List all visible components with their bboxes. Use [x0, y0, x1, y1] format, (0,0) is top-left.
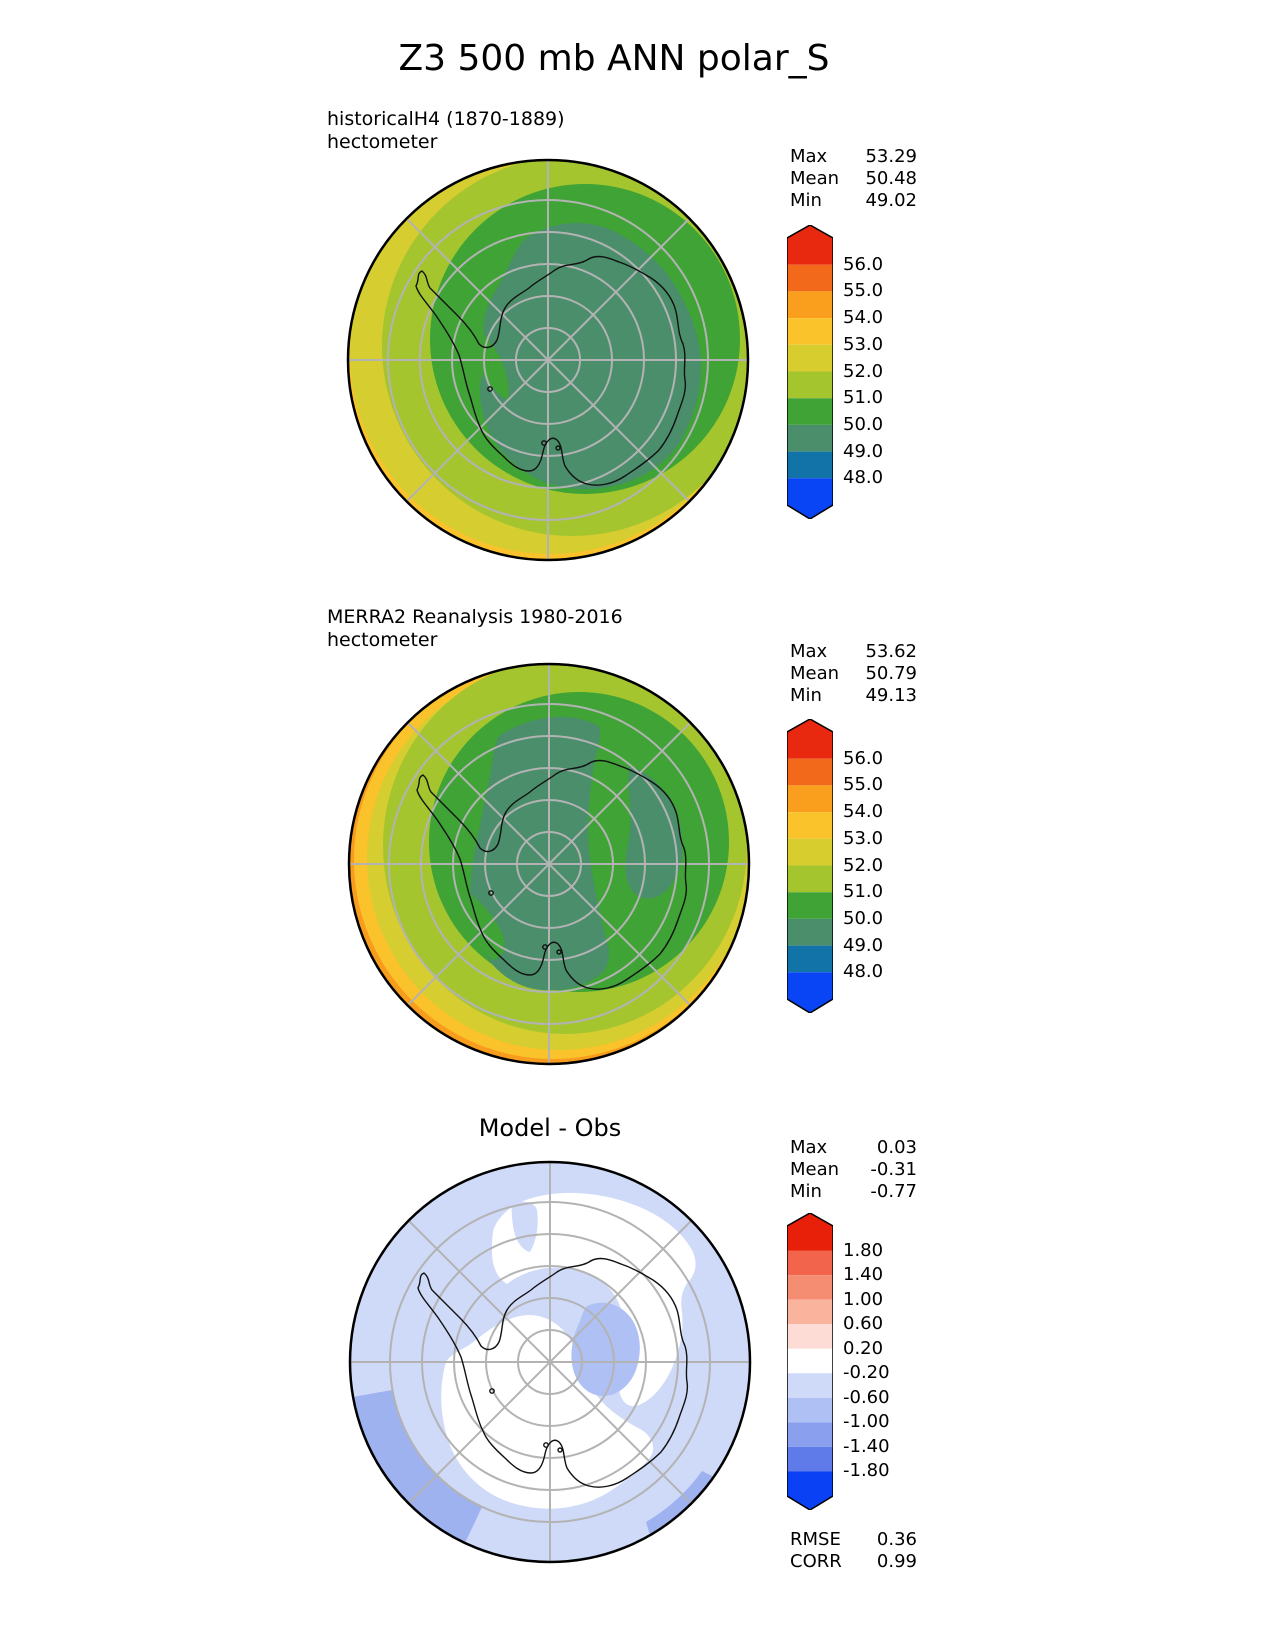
panel1-label [327, 108, 565, 154]
stat-value: -0.31 [870, 1158, 917, 1180]
panel1-label-line2: hectometer [327, 131, 438, 153]
colorbar-band [787, 1447, 833, 1472]
colorbar-tick-label: -0.20 [843, 1362, 890, 1384]
stat-value: 53.29 [865, 146, 917, 167]
colorbar-band [787, 1398, 833, 1423]
stat-label: Mean [790, 662, 840, 684]
map-historical [342, 154, 754, 566]
stat-row [790, 1181, 917, 1203]
colorbar-band [787, 812, 833, 839]
colorbar-band [787, 1471, 833, 1510]
colorbar-tick-label: 53.0 [843, 333, 884, 355]
stat-row [790, 168, 917, 190]
colorbar-band [787, 1422, 833, 1447]
stat-row [790, 663, 917, 685]
colorbar-band [787, 972, 833, 1013]
colorbar-tick-label: 1.40 [843, 1264, 884, 1286]
colorbar-tick-label: -1.40 [843, 1435, 890, 1457]
stat-label: Max [790, 146, 828, 167]
colorbar-tick-label: 56.0 [843, 747, 884, 769]
stat-label: Max [790, 641, 828, 662]
colorbar-tick-label: 49.0 [843, 934, 884, 956]
colorbar-band [787, 318, 833, 345]
stat-row [790, 685, 917, 707]
stat-value: -0.77 [870, 1180, 917, 1202]
metric-row [790, 1529, 917, 1551]
colorbar-tick-label: 1.00 [843, 1288, 884, 1310]
panel2-label [327, 606, 623, 652]
colorbar-tick-label: 0.60 [843, 1313, 884, 1335]
colorbar-tick-label: 49.0 [843, 440, 884, 462]
metric-label: RMSE [790, 1529, 841, 1550]
stat-row [790, 1159, 917, 1181]
colorbar-band [787, 719, 833, 759]
panel1-colorbar [787, 225, 907, 519]
colorbar-band [787, 919, 833, 946]
stat-value: 49.13 [865, 684, 917, 706]
stat-row [790, 641, 917, 663]
colorbar-band [787, 1324, 833, 1349]
map-difference [344, 1156, 756, 1568]
colorbar-band [787, 892, 833, 919]
colorbar-tick-label: 55.0 [843, 280, 884, 302]
colorbar-band [787, 345, 833, 372]
stat-label: Max [790, 1137, 828, 1158]
metric-row [790, 1551, 917, 1573]
stat-value: 50.79 [865, 662, 917, 684]
stat-value: 49.02 [865, 189, 917, 211]
stat-label: Mean [790, 167, 840, 189]
panel3-colorbar [787, 1213, 907, 1510]
stat-value: 53.62 [865, 641, 917, 662]
colorbar-tick-label: 54.0 [843, 801, 884, 823]
colorbar-band [787, 866, 833, 893]
panel3-stats [790, 1137, 917, 1202]
colorbar-band [787, 291, 833, 318]
colorbar-band [787, 398, 833, 425]
panel2-colorbar [787, 719, 907, 1013]
colorbar-band [787, 785, 833, 812]
panel3-title: Model - Obs [478, 1114, 622, 1142]
colorbar-band [787, 265, 833, 292]
stat-label: Mean [790, 1158, 840, 1180]
colorbar-band [787, 1300, 833, 1325]
colorbar-tick-label: 52.0 [843, 360, 884, 382]
panel2-stats [790, 641, 917, 706]
panel2-label-line2: hectometer [327, 629, 438, 651]
stat-row [790, 190, 917, 212]
colorbar-tick-label: 51.0 [843, 387, 884, 409]
panel1-stats [790, 146, 917, 211]
colorbar-tick-label: 53.0 [843, 827, 884, 849]
colorbar-svg [787, 225, 833, 519]
figure-title: Z3 500 mb ANN polar_S [398, 38, 830, 79]
colorbar-band [787, 1349, 833, 1374]
colorbar-band [787, 839, 833, 866]
metric-label: CORR [790, 1551, 842, 1572]
colorbar-tick-label: -1.00 [843, 1411, 890, 1433]
colorbar-tick-label: 51.0 [843, 881, 884, 903]
stat-row [790, 146, 917, 168]
panel1-label-line1: historicalH4 (1870-1889) [327, 108, 565, 130]
colorbar-band [787, 1373, 833, 1398]
stat-value: 50.48 [865, 167, 917, 189]
colorbar-tick-label: 50.0 [843, 907, 884, 929]
colorbar-band [787, 372, 833, 399]
colorbar-tick-label: 55.0 [843, 774, 884, 796]
stat-value: 0.03 [876, 1137, 917, 1158]
colorbar-svg [787, 719, 833, 1013]
metric-value: 0.36 [876, 1529, 917, 1550]
colorbar-band [787, 1251, 833, 1276]
map-merra2 [343, 658, 755, 1070]
colorbar-tick-label: 1.80 [843, 1239, 884, 1261]
stat-label: Min [790, 1180, 822, 1202]
colorbar-band [787, 225, 833, 265]
colorbar-band [787, 425, 833, 452]
colorbar-tick-label: 54.0 [843, 307, 884, 329]
stat-label: Min [790, 684, 822, 706]
metric-value: 0.99 [876, 1551, 917, 1572]
colorbar-band [787, 478, 833, 519]
stat-row [790, 1137, 917, 1159]
colorbar-tick-label: 0.20 [843, 1337, 884, 1359]
colorbar-tick-label: 50.0 [843, 413, 884, 435]
colorbar-tick-label: 48.0 [843, 467, 884, 489]
colorbar-tick-label: 52.0 [843, 854, 884, 876]
colorbar-tick-label: -0.60 [843, 1386, 890, 1408]
colorbar-tick-label: 56.0 [843, 253, 884, 275]
colorbar-band [787, 1275, 833, 1300]
colorbar-band [787, 1213, 833, 1251]
colorbar-band [787, 452, 833, 479]
panel2-label-line1: MERRA2 Reanalysis 1980-2016 [327, 606, 623, 628]
colorbar-tick-label: 48.0 [843, 961, 884, 983]
stat-label: Min [790, 189, 822, 211]
colorbar-tick-label: -1.80 [843, 1460, 890, 1482]
colorbar-svg [787, 1213, 833, 1510]
colorbar-band [787, 946, 833, 973]
panel3-metrics [790, 1529, 917, 1573]
colorbar-band [787, 759, 833, 786]
